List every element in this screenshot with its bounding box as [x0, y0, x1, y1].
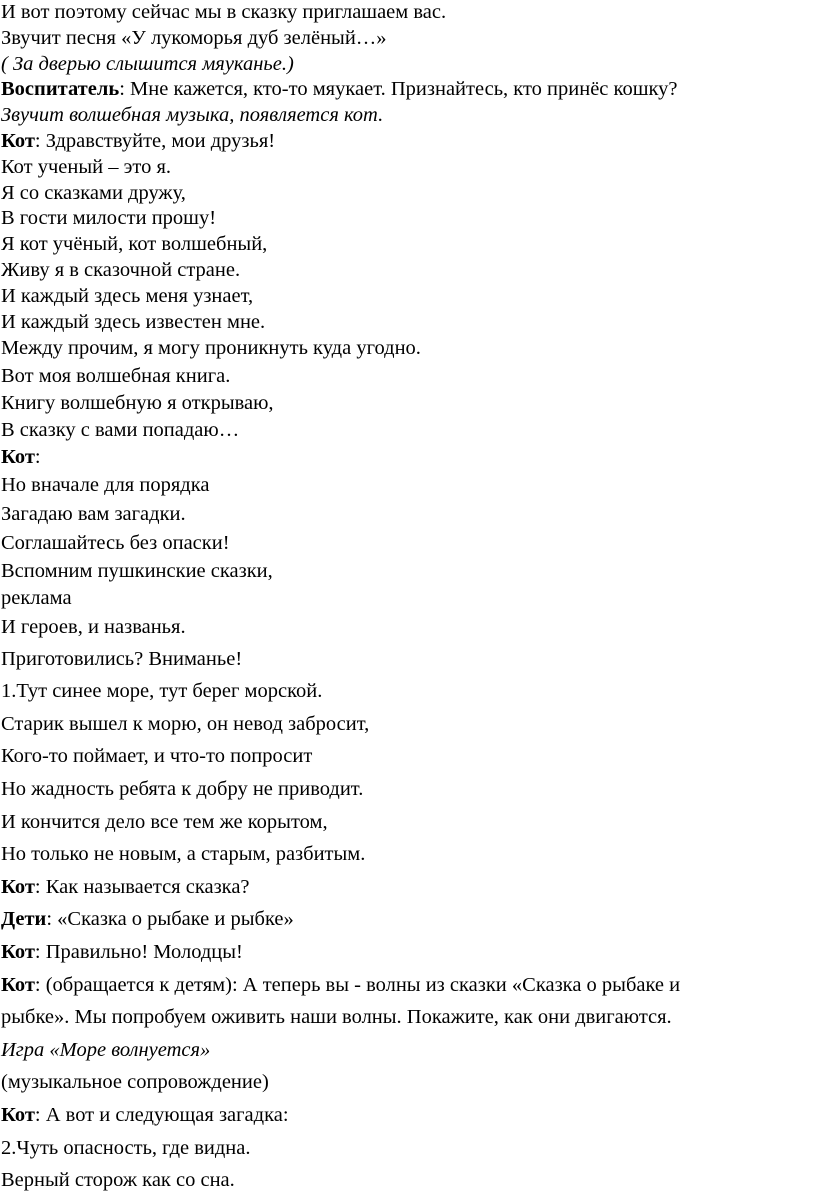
riddle-line: Старик вышел к морю, он невод забросит, — [1, 712, 370, 735]
verse-line: И каждый здесь меня узнает, — [1, 284, 254, 307]
dialogue-text: : «Сказка о рыбаке и рыбке» — [46, 908, 294, 931]
verse-line: В гости милости прошу! — [1, 207, 217, 230]
verse-line: Вспомним пушкинские сказки, — [1, 559, 273, 582]
riddle-line: Но жадность ребята к добру не приводит. — [1, 778, 364, 801]
verse-line: Живу я в сказочной стране. — [1, 258, 241, 281]
dialogue-text: : Правильно! Молодцы! — [34, 941, 243, 963]
riddle-line: Кого-то поймает, и что-то попросит — [1, 745, 313, 768]
dialogue-line — [1, 936, 801, 969]
text-line: Звучит песня «У лукоморья дуб зелёный…» — [1, 26, 387, 49]
dialogue-line — [1, 871, 801, 904]
speaker-name: Кот — [1, 973, 35, 996]
stage-direction: Звучит волшебная музыка, появляется кот. — [1, 104, 384, 127]
ad-label: реклама — [1, 587, 72, 610]
text-line: рыбке». Мы попробуем оживить наши волны. Покажите, как они двигаются. — [1, 1006, 672, 1029]
dialogue-line — [1, 1099, 801, 1132]
speaker-name: Кот — [1, 446, 35, 469]
verse-line: И каждый здесь известен мне. — [1, 310, 266, 333]
riddle-line: Но только не новым, а старым, разбитым. — [1, 843, 366, 866]
dialogue-text: : Здравствуйте, мои друзья! — [34, 129, 276, 152]
riddle-line: И кончится дело все тем же корытом, — [1, 810, 328, 833]
dialogue-line — [1, 969, 801, 1002]
speaker-name: Воспитатель — [1, 78, 120, 101]
dialogue-line — [1, 129, 801, 155]
verse-line: Я кот учёный, кот волшебный, — [1, 233, 268, 256]
speaker-name: Дети — [1, 908, 47, 931]
speaker-name: Кот — [1, 129, 35, 152]
text-line: Вот моя волшебная книга. — [1, 364, 231, 387]
verse-line: Но вначале для порядка — [1, 474, 210, 497]
game-title: Игра «Море волнуется» — [1, 1038, 211, 1061]
dialogue-text: : Мне кажется, кто-то мяукает. Признайтесь, кто принёс кошку? — [119, 78, 678, 101]
document-body — [1, 0, 801, 1197]
riddle-line: 1.Тут синее море, тут берег морской. — [1, 680, 323, 703]
verse-line: Я со сказками дружу, — [1, 181, 186, 204]
verse-line: Загадаю вам загадки. — [1, 503, 186, 526]
verse-line: Кот ученый – это я. — [1, 155, 172, 178]
text-line: Между прочим, я могу проникнуть куда угодно. — [1, 337, 421, 360]
dialogue-text: : А вот и следующая загадка: — [34, 1103, 289, 1126]
verse-line: Книгу волшебную я открываю, — [1, 391, 274, 414]
speaker-name: Кот — [1, 875, 35, 898]
dialogue-line — [1, 444, 801, 471]
dialogue-text: : (обращается к детям): А теперь вы - волны из сказки «Сказка о рыбаке и — [34, 973, 681, 996]
riddle-line: 2.Чуть опасность, где видна. — [1, 1136, 251, 1159]
dialogue-text: : Как называется сказка? — [34, 875, 250, 898]
dialogue-line — [1, 77, 801, 103]
speaker-name: Кот — [1, 1103, 35, 1126]
verse-line: И героев, и названья. — [1, 616, 186, 639]
text-line: (музыкальное сопровождение) — [1, 1071, 269, 1094]
speaker-name: Кот — [1, 941, 35, 963]
verse-line: Приготовились? Вниманье! — [1, 647, 243, 670]
riddle-line: Верный сторож как со сна. — [1, 1169, 235, 1192]
verse-line: В сказку с вами попадаю… — [1, 418, 240, 441]
dialogue-line — [1, 903, 801, 936]
text-line: И вот поэтому сейчас мы в сказку приглашаем вас. — [1, 1, 447, 23]
stage-direction: ( За дверью слышится мяуканье.) — [1, 52, 294, 75]
verse-line: Соглашайтесь без опаски! — [1, 531, 230, 554]
dialogue-text: : — [34, 446, 41, 469]
